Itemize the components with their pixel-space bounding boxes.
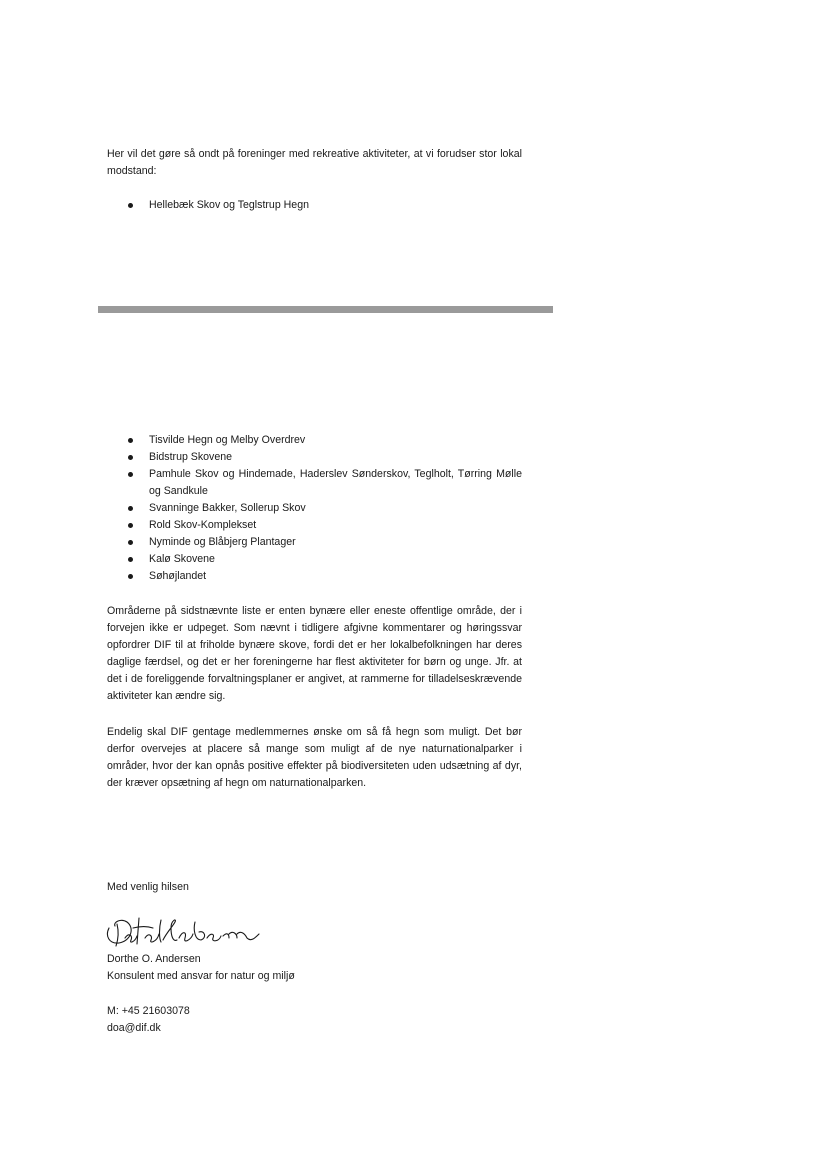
bullet-icon (128, 557, 133, 562)
list-item-label: Bidstrup Skovene (149, 451, 233, 463)
bullet-icon (128, 540, 133, 545)
list-item-label: Tisvilde Hegn og Melby Overdrev (149, 434, 306, 446)
email-address: doa@dif.dk (107, 1022, 161, 1034)
signer-title: Konsulent med ansvar for natur og miljø (107, 970, 295, 982)
phone-number: M: +45 21603078 (107, 1005, 190, 1017)
list-item (107, 534, 522, 551)
redaction-bar (98, 306, 553, 313)
list-item-label: Hellebæk Skov og Teglstrup Hegn (149, 199, 309, 211)
bullet-icon (128, 472, 133, 477)
list-item-label: Pamhule Skov og Hindemade, Haderslev Sønderskov, Teglholt, Tørring Mølle og Sandkule (149, 468, 522, 497)
list-item-label: Nyminde og Blåbjerg Plantager (149, 536, 296, 548)
signer-name: Dorthe O. Andersen (107, 953, 201, 965)
bullet-icon (128, 506, 133, 511)
contact-block (107, 1003, 522, 1037)
bullet-icon (128, 438, 133, 443)
list-item (107, 517, 522, 534)
list-item (107, 568, 522, 585)
list-item (107, 197, 522, 214)
list-item-label: Søhøjlandet (149, 570, 207, 582)
list-item (107, 500, 522, 517)
bullet-icon (128, 455, 133, 460)
intro-paragraph (107, 146, 522, 180)
paragraph-urban-areas (107, 603, 522, 705)
area-list-high-impact (107, 197, 522, 214)
handwritten-signature (103, 908, 263, 952)
list-item (107, 466, 522, 500)
bullet-icon (128, 574, 133, 579)
list-item (107, 449, 522, 466)
bullet-icon (128, 523, 133, 528)
greeting-text: Med venlig hilsen (107, 881, 189, 893)
list-item-label: Kalø Skovene (149, 553, 215, 565)
list-item-label: Svanninge Bakker, Sollerup Skov (149, 502, 306, 514)
paragraph-text: Endelig skal DIF gentage medlemmernes ønske om så få hegn som muligt. Det bør derfor overvejes at placere så mange som muligt af de nye naturnationalparker i områder, hvor der kan opnås positive effekter på biodiversiteten uden udsætning af dyr, der kræver opsætning af hegn om naturnationalparken. (107, 726, 522, 789)
closing-greeting (107, 879, 522, 896)
list-item-label: Rold Skov-Komplekset (149, 519, 257, 531)
list-item (107, 432, 522, 449)
paragraph-text: Områderne på sidstnævnte liste er enten bynære eller eneste offentlige område, der i forvejen ikke er udpeget. Som nævnt i tidligere afgivne kommentarer og høringssvar opfordrer DIF til at friholde bynære skove, fordi det er her lokalbefolkningen har deres daglige færdsel, og det er her foreningerne har flest aktiviteter for børn og unge. Jfr. at det i de foreliggende forvaltningsplaner er angivet, at rammerne for tilladelseskrævende aktiviteter kan ændre sig. (107, 605, 522, 702)
signature-block (107, 951, 522, 985)
paragraph-fences (107, 724, 522, 792)
bullet-icon (128, 203, 133, 208)
intro-text: Her vil det gøre så ondt på foreninger med rekreative aktiviteter, at vi forudser stor lokal modstand: (107, 148, 522, 177)
area-list-urban (107, 432, 522, 585)
list-item (107, 551, 522, 568)
